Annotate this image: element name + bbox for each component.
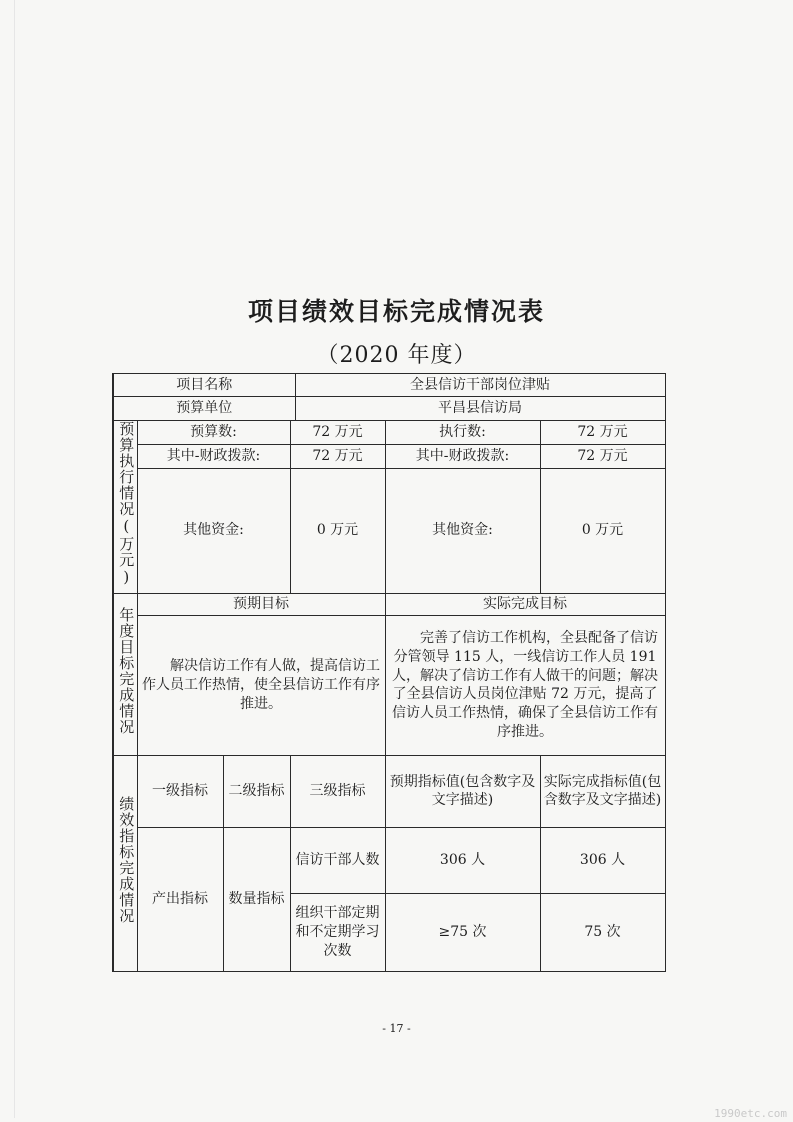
indicator-section-text: 绩效指标完成情况 [117, 796, 136, 925]
fiscal-label-exec: 其中-财政拨款: [385, 444, 540, 468]
budget-unit-row [113, 397, 665, 421]
exec-label: 执行数: [385, 421, 540, 445]
indicator-name: 信访干部人数 [290, 827, 385, 893]
performance-table [112, 373, 666, 972]
exec-value: 72 万元 [540, 421, 665, 445]
indicator-header-row [113, 755, 665, 827]
indicator-name: 组织干部定期和不定期学习次数 [290, 893, 385, 971]
indicator-section-label [113, 755, 137, 971]
other-value-exec: 0 万元 [540, 468, 665, 593]
annual-content-row [113, 615, 665, 755]
expected-target-header: 预期目标 [137, 593, 385, 615]
budget-row [113, 421, 665, 445]
actual-target-header: 实际完成目标 [385, 593, 665, 615]
other-funds-row [113, 468, 665, 593]
watermark: 1990etc.com [714, 1107, 787, 1120]
annual-section-label [113, 593, 137, 755]
actual-value-header: 实际完成指标值(包含数字及文字描述) [540, 755, 665, 827]
level2-header: 二级指标 [223, 755, 290, 827]
fiscal-value-exec: 72 万元 [540, 444, 665, 468]
page-number: - 17 - [382, 1022, 411, 1035]
project-name-label: 项目名称 [113, 374, 295, 397]
budget-value: 72 万元 [290, 421, 385, 445]
project-name-row [113, 374, 665, 397]
project-name-value: 全县信访干部岗位津贴 [295, 374, 665, 397]
year-subtitle: （2020 年度） [316, 343, 477, 368]
other-value-budget: 0 万元 [290, 468, 385, 593]
fiscal-row [113, 444, 665, 468]
level3-header: 三级指标 [290, 755, 385, 827]
indicator-actual: 306 人 [540, 827, 665, 893]
actual-target-body: 完善了信访工作机构，全县配备了信访分管领导 115 人，一线信访工作人员 191 人，解决了信访工作有人做干的问题；解决了全县信访人员岗位津贴 72 万元，提高了信访人员工作热情，确保了全县信访工作有序推进。 [392, 629, 658, 741]
expected-target-body: 解决信访工作有人做，提高信访工作人员工作热情，使全县信访工作有序推进。 [142, 658, 380, 712]
indicator-expected: 306 人 [385, 827, 540, 893]
budget-unit-label: 预算单位 [113, 397, 295, 421]
level1-value: 产出指标 [137, 827, 223, 971]
other-label-budget: 其他资金: [137, 468, 290, 593]
expected-value-header: 预期指标值(包含数字及文字描述) [385, 755, 540, 827]
indicator-expected: ≥75 次 [385, 893, 540, 971]
budget-section-text: 预算执行情况(万元) [117, 421, 136, 587]
annual-section-text: 年度目标完成情况 [117, 607, 136, 736]
budget-unit-value: 平昌县信访局 [295, 397, 665, 421]
actual-target-text [385, 615, 665, 755]
budget-label: 预算数: [137, 421, 290, 445]
page-title: 项目绩效目标完成情况表 [247, 297, 545, 326]
expected-target-text [137, 615, 385, 755]
level1-header: 一级指标 [137, 755, 223, 827]
indicator-actual: 75 次 [540, 893, 665, 971]
indicator-row-staff [113, 827, 665, 893]
fiscal-value-budget: 72 万元 [290, 444, 385, 468]
budget-section-label [113, 421, 137, 594]
fiscal-label-budget: 其中-财政拨款: [137, 444, 290, 468]
annual-header-row [113, 593, 665, 615]
other-label-exec: 其他资金: [385, 468, 540, 593]
level2-value: 数量指标 [223, 827, 290, 971]
